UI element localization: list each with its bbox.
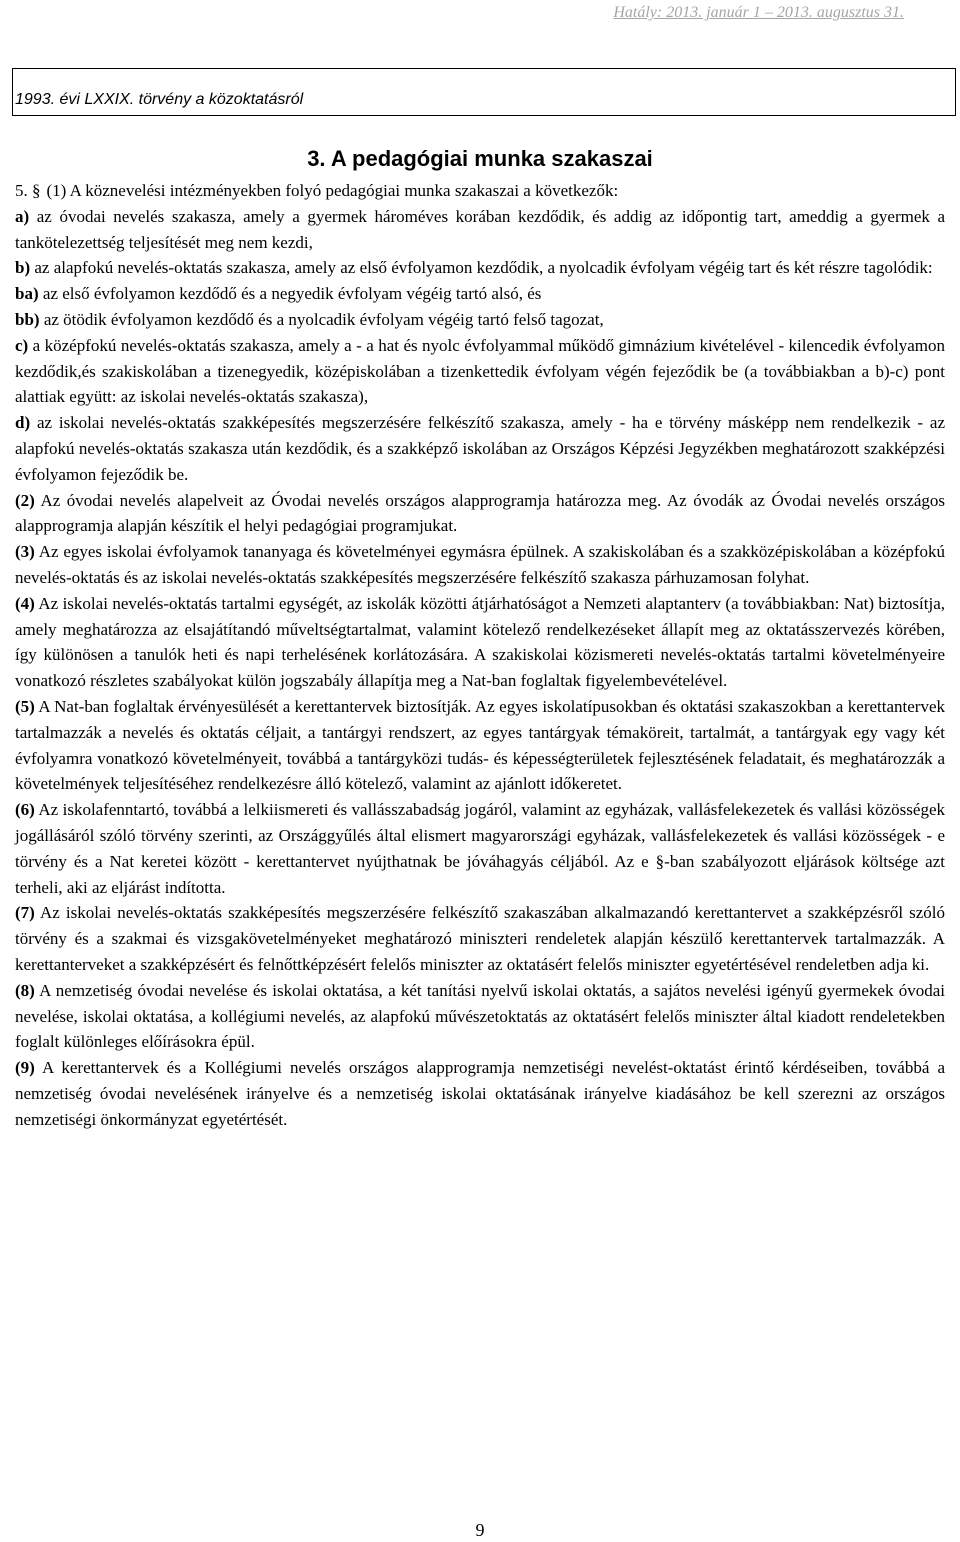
paragraph-item	[15, 488, 945, 540]
item-text: a középfokú nevelés-oktatás szakasza, amely a - a hat és nyolc évfolyammal működő gimnázium kivételével - kilencedik évfolyamon kezdődik,és szakiskolában a tizenegyedik, középiskolában a tizenkettedik évfolyam végén fejeződik be (a továbbiakban a b)-c) pont alattiak együtt: az iskolai nevelés-oktatás szakasza),	[15, 335, 945, 407]
paragraph-item	[15, 694, 945, 797]
article-number: 5.	[15, 181, 28, 200]
item-label: b)	[15, 258, 31, 278]
item-label: bb)	[15, 309, 40, 329]
item-label: (5)	[15, 696, 35, 716]
paragraph-item	[15, 591, 945, 694]
item-text: az óvodai nevelés szakasza, amely a gyermek hároméves korában kezdődik, és addig az időpontig tart, ameddig a gyermek a tankötelezettség teljesítését meg nem kezdi,	[15, 206, 946, 252]
item-label: a)	[15, 206, 30, 226]
law-title-box	[12, 68, 956, 116]
points-list	[15, 204, 945, 488]
law-title: 1993. évi LXXIX. törvény a közoktatásról	[15, 91, 304, 108]
item-text: Az egyes iskolai évfolyamok tananyaga és követelményei egymásra épülnek. A szakiskolában és a szakközépiskolában a középfokú nevelés-oktatás és az iskolai nevelés-oktatás szakképesítés megszerzésére felkészítő szakasza párhuzamosan folyhat.	[15, 542, 945, 587]
item-label: d)	[15, 413, 31, 433]
item-label: (3)	[15, 542, 35, 562]
para-text: A köznevelési intézményekben folyó pedagógiai munka szakaszai a következők:	[69, 181, 619, 200]
article-body	[15, 178, 945, 1132]
point-item	[15, 204, 945, 256]
item-text: Az iskolafenntartó, továbbá a lelkiismereti és vallásszabadság jogáról, valamint az egyházak, vallásfelekezetek és vallási közösségek jogállásáról szóló törvény szerinti, az Országgyűlés által elismert magyarországi egyházak, vallásfelekezetek és vallási közösségek - e törvény és a Nat keretei között - kerettantervet nyújthatnak be jóváhagyás céljából. Az e §-ban szabályozott eljárások költsége azt terheli, aki az eljárást indította.	[15, 800, 946, 897]
item-text: A Nat-ban foglaltak érvényesülését a kerettantervek biztosítják. Az egyes iskolatípusokban és oktatási szakaszokban a kerettantervek tartalmazzák a nevelés és oktatás céljait, a tantárgyi rendszert, az egyes tantárgyak témaköreit, tartalmát, a tantárgyak egy vagy két évfolyamra vonatkozó követelményeit, továbbá a tantárgyközi tudás- és képességterületek fejlesztésének feladatait, és meghatározzák a követelmények teljesítéséhez rendelkezésre álló kötelező, valamint az ajánlott időkeretet.	[15, 696, 946, 794]
page-number: 9	[475, 1520, 485, 1540]
item-text: A nemzetiség óvodai nevelése és iskolai oktatása, a két tanítási nyelvű iskolai oktatás, a sajátos nevelési igényű gyermekek óvodai nevelése, iskolai oktatása, a kollégiumi nevelés, az alapfokú művészetoktatás az oktatásért felelős miniszter által kiadott rendeletekben foglalt különleges előírásokra épül.	[15, 980, 946, 1052]
point-item	[15, 281, 945, 307]
item-label: (8)	[15, 980, 35, 1000]
item-label: (7)	[15, 903, 35, 923]
paragraphs-list	[15, 488, 945, 1133]
item-label: (6)	[15, 800, 35, 820]
article-intro	[15, 178, 945, 204]
item-label: (9)	[15, 1058, 35, 1078]
item-label: (4)	[15, 593, 35, 613]
paragraph-item	[15, 797, 945, 900]
para-label: (1)	[46, 181, 67, 200]
point-item	[15, 410, 945, 487]
section-heading: 3. A pedagógiai munka szakaszai	[307, 146, 653, 171]
item-label: (2)	[15, 490, 35, 510]
point-item	[15, 255, 945, 281]
item-label: c)	[15, 335, 29, 355]
validity-header: Hatály: 2013. január 1 – 2013. augusztus 31.	[613, 4, 904, 21]
item-text: Az óvodai nevelés alapelveit az Óvodai nevelés országos alapprogramja határozza meg. Az óvodák az Óvodai nevelés országos alapprogramja alapján készítik el helyi pedagógiai programjukat.	[15, 490, 946, 536]
item-text: Az iskolai nevelés-oktatás tartalmi egységét, az iskolák közötti átjárhatóságot a Nemzeti alaptanterv (a továbbiakban: Nat) biztosítja, amely meghatározza az elsajátítandó műveltségtartalmat, valamint kötelező rendelkezéseket állapít meg az oktatásszervezés körében, így különösen a tanulók heti és napi terhelésének korlátozására. A szakiskolai közismereti nevelés-oktatás tartalmi követelményeire vonatkozó részletes szabályokat külön jogszabály állapítja meg a Nat-ban foglaltak figyelembevételével.	[15, 593, 946, 691]
paragraph-item	[15, 1055, 945, 1132]
point-item	[15, 333, 945, 410]
item-text: az iskolai nevelés-oktatás szakképesítés megszerzésére felkészítő szakasza, amely - ha e törvény másképp nem rendelkezik - az alapfokú nevelés-oktatás szakasza után kezdődik, és a szakképző iskolában az Országos Képzési Jegyzékben meghatározott szakképzési évfolyamon fejeződik be.	[15, 413, 945, 484]
item-text: az ötödik évfolyamon kezdődő és a nyolcadik évfolyam végéig tartó felső tagozat,	[43, 309, 604, 329]
item-text: az alapfokú nevelés-oktatás szakasza, amely az első évfolyamon kezdődik, a nyolcadik évfolyam végéig tart és két részre tagolódik:	[34, 258, 933, 278]
item-text: A kerettantervek és a Kollégiumi nevelés országos alapprogramja nemzetiségi nevelést-oktatást érintő kérdéseiben, továbbá a nemzetiség óvodai nevelésének irányelve és a nemzetiség iskolai oktatásának irányelve kiadásához be kell szerezni az országos nemzetiségi önkormányzat egyetértését.	[15, 1058, 946, 1129]
item-text: az első évfolyamon kezdődő és a negyedik évfolyam végéig tartó alsó, és	[42, 284, 542, 304]
paragraph-item	[15, 539, 945, 591]
paragraph-item	[15, 978, 945, 1055]
item-text: Az iskolai nevelés-oktatás szakképesítés megszerzésére felkészítő szakaszában alkalmazandó kerettantervet a szakképzésről szóló törvény és a szakmai és vizsgakövetelményeket meghatározó miniszteri rendeletek alapján készülő kerettantervek tartalmazzák. A kerettanterveket a szakképzésért és felnőttképzésért felelős miniszter az oktatásért felelős miniszter egyetértésével rendeletben adja ki.	[15, 903, 945, 974]
point-item	[15, 307, 945, 333]
item-label: ba)	[15, 284, 39, 304]
section-sign: §	[32, 181, 41, 200]
paragraph-item	[15, 900, 945, 977]
